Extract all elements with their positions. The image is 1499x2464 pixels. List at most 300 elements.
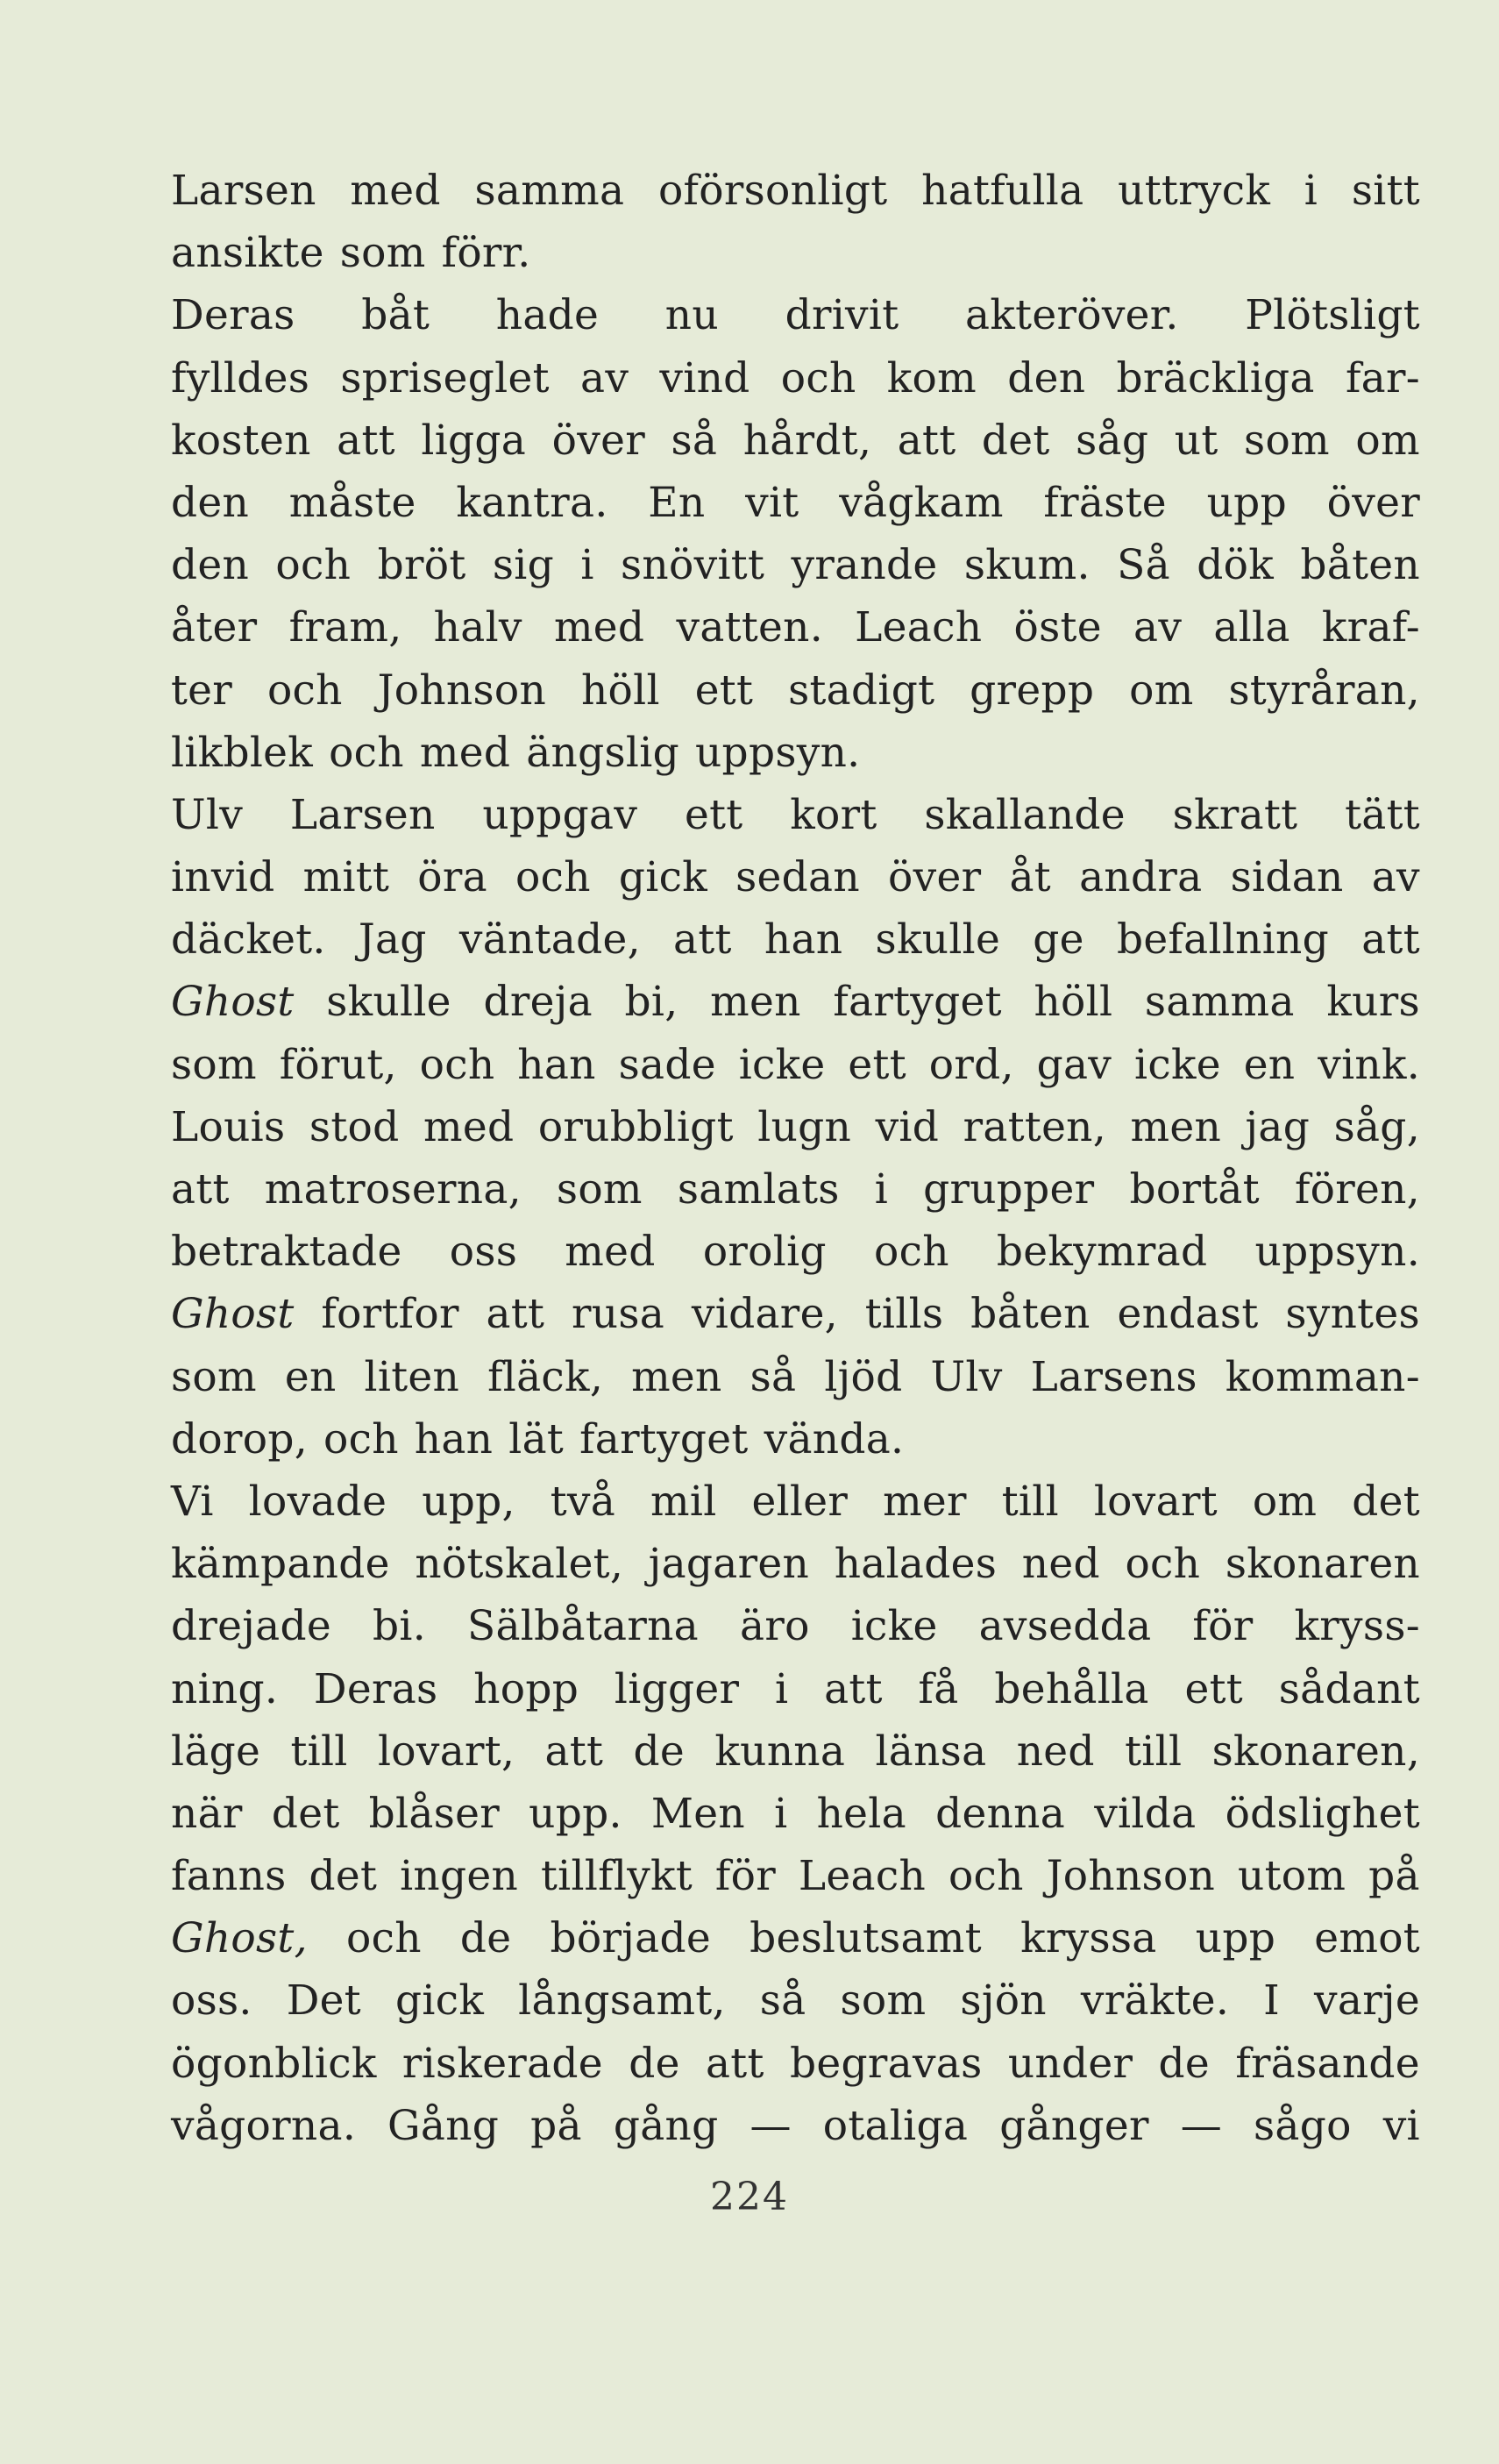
text-line [171,417,1420,479]
word: han [414,1414,494,1463]
word: syntes [1285,1290,1420,1339]
word: Leach [855,603,983,652]
word: — [750,2101,792,2150]
word: alla [1213,603,1290,652]
word: och [948,1852,1024,1901]
word: Men [650,1789,745,1838]
word: Så [1117,541,1170,590]
word: över [551,416,645,465]
word: ett [848,1040,906,1089]
word: dreja [483,978,593,1027]
word: bi, [624,978,678,1027]
word: ängslig [526,728,679,777]
word: uppgav [482,790,638,839]
word: och [515,853,591,902]
text-line [171,1602,1420,1664]
word: bekymrad [996,1228,1208,1277]
word: att [486,1290,545,1339]
word: kraf- [1321,603,1420,652]
word: kryssa [1020,1914,1157,1963]
word: — [1180,2101,1223,2150]
word: vit [745,478,799,527]
word: upp. [529,1789,622,1838]
word: att [171,1165,230,1214]
word: få [918,1664,959,1713]
text-line [171,2040,1420,2102]
word: det [309,1852,378,1901]
word: de [629,2039,680,2088]
word: Vi [171,1477,214,1526]
word: höll [1034,978,1113,1027]
word: över [1326,478,1420,527]
word: denna [935,1789,1066,1838]
word: väntade, [458,915,641,965]
word: och [275,541,352,590]
word: Larsen [289,790,436,839]
word: däcket. [171,915,326,965]
word: och [1125,1540,1201,1589]
word: fanns [171,1852,287,1901]
word: men [1130,1102,1222,1151]
word: fräste [1043,478,1167,527]
word: och [419,1040,495,1089]
word: gav [1036,1040,1112,1089]
word: och [323,1414,399,1463]
word: vända. [764,1414,905,1463]
word: likblek [171,728,314,777]
word: som [171,1040,257,1089]
word: vink. [1318,1040,1420,1089]
text-line [171,791,1420,853]
word: båten [1300,541,1420,590]
word: befallning [1116,915,1330,965]
word: icke [1133,1040,1221,1089]
word: ratten, [963,1102,1106,1151]
word: om [1252,1477,1318,1526]
word: förr. [441,229,531,278]
word: öste [1013,603,1102,652]
word: kämpande [171,1540,390,1589]
word: uttryck [1118,167,1271,215]
word: att [824,1664,883,1713]
word: mil [650,1477,717,1526]
text-line [171,1353,1420,1415]
word: vräkte. [1080,1976,1230,2026]
word: båten [970,1290,1091,1339]
text-line [171,1165,1420,1228]
word: hårdt, [742,416,872,465]
text-line [171,167,1420,229]
text-line [171,291,1420,353]
word: gånger [999,2101,1149,2150]
word: det [271,1789,340,1838]
word: såg, [1333,1102,1420,1151]
word: icke [850,1602,938,1651]
word: Det [286,1976,361,2026]
word: vågorna. [171,2101,357,2150]
word: Johnson [1046,1852,1216,1901]
word: att [673,915,732,965]
text-line [171,1665,1420,1727]
word: dök [1197,541,1275,590]
word: lovart [1093,1477,1218,1526]
text-line [171,1103,1420,1165]
word: gick [618,853,708,902]
word: betraktade [171,1228,402,1277]
word: att [1361,915,1420,965]
word: med [423,1102,515,1151]
word: sjön [960,1976,1047,2026]
word: Jag [358,915,427,965]
word: Louis [171,1102,286,1151]
word: till [1125,1727,1183,1776]
word: han [764,915,843,965]
word: ned [1016,1727,1095,1776]
word: Ulv [930,1352,1003,1401]
word: lät [508,1414,565,1463]
word: ligger [614,1664,740,1713]
word: En [648,478,706,527]
word: endast [1117,1290,1259,1339]
word: i [774,1789,788,1838]
word: och [345,1914,422,1963]
word: samma [1144,978,1295,1027]
word: oss. [171,1976,252,2026]
word: grepp [970,666,1095,715]
word: ge [1033,915,1084,965]
word: som [339,229,426,278]
word: i [775,1664,789,1713]
word: om [1129,666,1194,715]
body-text [171,167,1420,2164]
word: fram, [288,603,402,652]
word: sidan [1230,853,1344,902]
word: han [517,1040,596,1089]
word: vatten. [676,603,823,652]
word: på [530,2101,582,2150]
word: ut [1174,416,1218,465]
word: Plötsligt [1245,291,1420,340]
word: halades [834,1540,998,1589]
word: kryss- [1294,1602,1420,1651]
word: som [1244,416,1330,465]
word: äro [740,1602,810,1651]
word: blåser [368,1789,500,1838]
word: vind [659,353,750,402]
word: med [350,167,441,215]
word: de [633,1727,686,1776]
page-number: 224 [710,2175,789,2219]
word: ligga [421,416,527,465]
word: mitt [302,853,390,902]
word: hatfulla [921,167,1084,215]
word: höll [580,666,660,715]
word: lugn [757,1102,852,1151]
text-line [171,666,1420,729]
word: skallande [924,790,1126,839]
word: oförsonligt [657,167,888,215]
word: orolig [702,1228,827,1277]
word: tillflykt [540,1852,693,1901]
word: Leach [798,1852,927,1901]
word: och [780,353,856,402]
text-line [171,1041,1420,1103]
word: av [1371,853,1420,902]
word: sågo [1253,2101,1352,2150]
text-line [171,541,1420,603]
word: och [266,666,343,715]
word: fören, [1294,1165,1420,1214]
word: stadigt [788,666,935,715]
word: att [544,1727,604,1776]
word: fartyget [579,1414,749,1463]
word: kort [790,790,877,839]
word: som [556,1165,643,1214]
word: fräsande [1235,2039,1420,2088]
word: drejade [171,1602,331,1651]
word: så [759,1976,806,2026]
word: den [1007,353,1086,402]
word: bröt [377,541,466,590]
word: som [171,1352,257,1401]
word: samlats [677,1165,840,1214]
word: kantra. [456,478,608,527]
word: bi. [372,1602,426,1651]
text-line [171,915,1420,978]
word: oss [449,1228,518,1277]
text-line [171,229,1420,291]
text-line [171,2102,1420,2164]
text-line [171,853,1420,915]
word: ett [1184,1664,1243,1713]
text-line [171,479,1420,541]
word: grupper [923,1165,1095,1214]
word: jag [1245,1102,1311,1151]
word: Larsens [1030,1352,1197,1401]
word: det [1352,1477,1420,1526]
word: den [171,541,250,590]
word: ödslighet [1225,1789,1420,1838]
word: ned [1021,1540,1100,1589]
word: otaliga [822,2101,969,2150]
word: läge [171,1727,261,1776]
word: såg [1076,416,1149,465]
word: avsedda [978,1602,1152,1651]
word: under [1007,2039,1133,2088]
word: skulle [875,915,1001,965]
word: skonaren [1225,1540,1420,1589]
word: ter [171,666,233,715]
word: stod [309,1102,400,1151]
word: åt [1009,853,1051,902]
word: en [1243,1040,1296,1089]
word: eller [751,1477,849,1526]
word: matroserna, [264,1165,522,1214]
text-line [171,1540,1420,1602]
word: det [981,416,1050,465]
word: om [1355,416,1420,465]
word: båt [361,291,430,340]
word: på [1368,1852,1420,1901]
word: I [1263,1976,1281,2026]
word: rusa [572,1290,665,1339]
word: sitt [1351,167,1420,215]
word: ögonblick [171,2039,377,2088]
word: kom [886,353,977,402]
word: började [550,1914,711,1963]
word: mer [883,1477,967,1526]
word: akteröver. [965,291,1179,340]
word: far- [1345,353,1420,402]
word: ljöd [824,1352,903,1401]
word: sade [618,1040,716,1089]
word: Larsen [171,167,316,215]
word: ord, [928,1040,1014,1089]
word: beslutsamt [750,1914,982,1963]
word: så [750,1352,797,1401]
word: utom [1238,1852,1346,1901]
word: skum. [963,541,1091,590]
word: kosten [171,416,311,465]
word: Ulv [171,790,244,839]
text-line [171,1290,1420,1352]
word: skonaren, [1211,1727,1420,1776]
word: nu [664,291,719,340]
word: uppsyn. [694,728,861,777]
word: över [888,853,982,902]
word: lovade [248,1477,387,1526]
word: bortåt [1129,1165,1260,1214]
word: i [1304,167,1318,215]
word: de [459,1914,512,1963]
word: dorop, [171,1414,308,1463]
word: jagaren [648,1540,810,1589]
word: Johnson [377,666,547,715]
word: Ghost [171,978,295,1027]
word: kunna [714,1727,846,1776]
word: hela [816,1789,906,1838]
word: halv [433,603,522,652]
word: varje [1314,1976,1420,2026]
word: ett [684,790,743,839]
word: samma [474,167,625,215]
word: kurs [1326,978,1420,1027]
word: fläck, [487,1352,604,1401]
word: sig [492,541,554,590]
word: ett [694,666,754,715]
text-line [171,1914,1420,1976]
word: liten [364,1352,460,1401]
word: riskerade [401,2039,603,2088]
word: ingen [400,1852,519,1901]
word: vidare, [691,1290,838,1339]
word: upp [1195,1914,1276,1963]
word: behålla [994,1664,1149,1713]
word: till [1001,1477,1059,1526]
word: när [171,1789,243,1838]
word: av [1133,603,1183,652]
word: med [553,603,645,652]
word: men [631,1352,722,1401]
word: yrande [791,541,938,590]
text-line [171,1478,1420,1540]
word: emot [1314,1914,1420,1963]
word: snövitt [621,541,765,590]
word: den [171,478,250,527]
word: en [284,1352,337,1401]
word: och [873,1228,949,1277]
word: lovart, [377,1727,515,1776]
word: upp, [422,1477,515,1526]
word: Ghost, [171,1914,308,1963]
word: vilda [1094,1789,1197,1838]
word: av [580,353,629,402]
word: i [874,1165,889,1214]
word: för [714,1852,776,1901]
word: i [580,541,594,590]
word: upp [1206,478,1287,527]
word: Gång [387,2101,500,2150]
word: Deras [171,291,295,340]
word: att [897,416,956,465]
word: vi [1382,2101,1420,2150]
word: tills [864,1290,944,1339]
word: som [840,1976,927,2026]
text-line [171,1790,1420,1852]
word: långsamt, [518,1976,726,2026]
word: med [419,728,511,777]
word: drivit [785,291,899,340]
word: Deras [313,1664,438,1713]
word: så [671,416,718,465]
word: skulle [326,978,451,1027]
word: styråran, [1228,666,1420,715]
text-line [171,1976,1420,2039]
word: gick [394,1976,485,2026]
word: sådant [1278,1664,1420,1713]
text-line [171,603,1420,666]
word: två [550,1477,616,1526]
word: till [290,1727,348,1776]
word: Sälbåtarna [466,1602,699,1651]
text-line [171,729,1420,791]
text-line [171,354,1420,417]
word: tätt [1345,790,1420,839]
word: vid [875,1102,940,1151]
word: andra [1079,853,1203,902]
word: uppsyn. [1254,1228,1420,1277]
word: spriseglet [340,353,550,402]
word: fartyget [833,978,1002,1027]
word: komman- [1225,1352,1420,1401]
text-line [171,1852,1420,1914]
word: fortfor [321,1290,459,1339]
text-line [171,1415,1420,1478]
word: länsa [875,1727,987,1776]
word: förut, [279,1040,397,1089]
word: måste [288,478,416,527]
word: åter [171,603,258,652]
word: begravas [789,2039,983,2088]
word: öra [417,853,487,902]
word: sedan [735,853,860,902]
word: men [710,978,801,1027]
word: med [565,1228,656,1277]
text-line [171,978,1420,1040]
word: orubbligt [537,1102,734,1151]
word: hopp [473,1664,579,1713]
word: icke [738,1040,826,1089]
